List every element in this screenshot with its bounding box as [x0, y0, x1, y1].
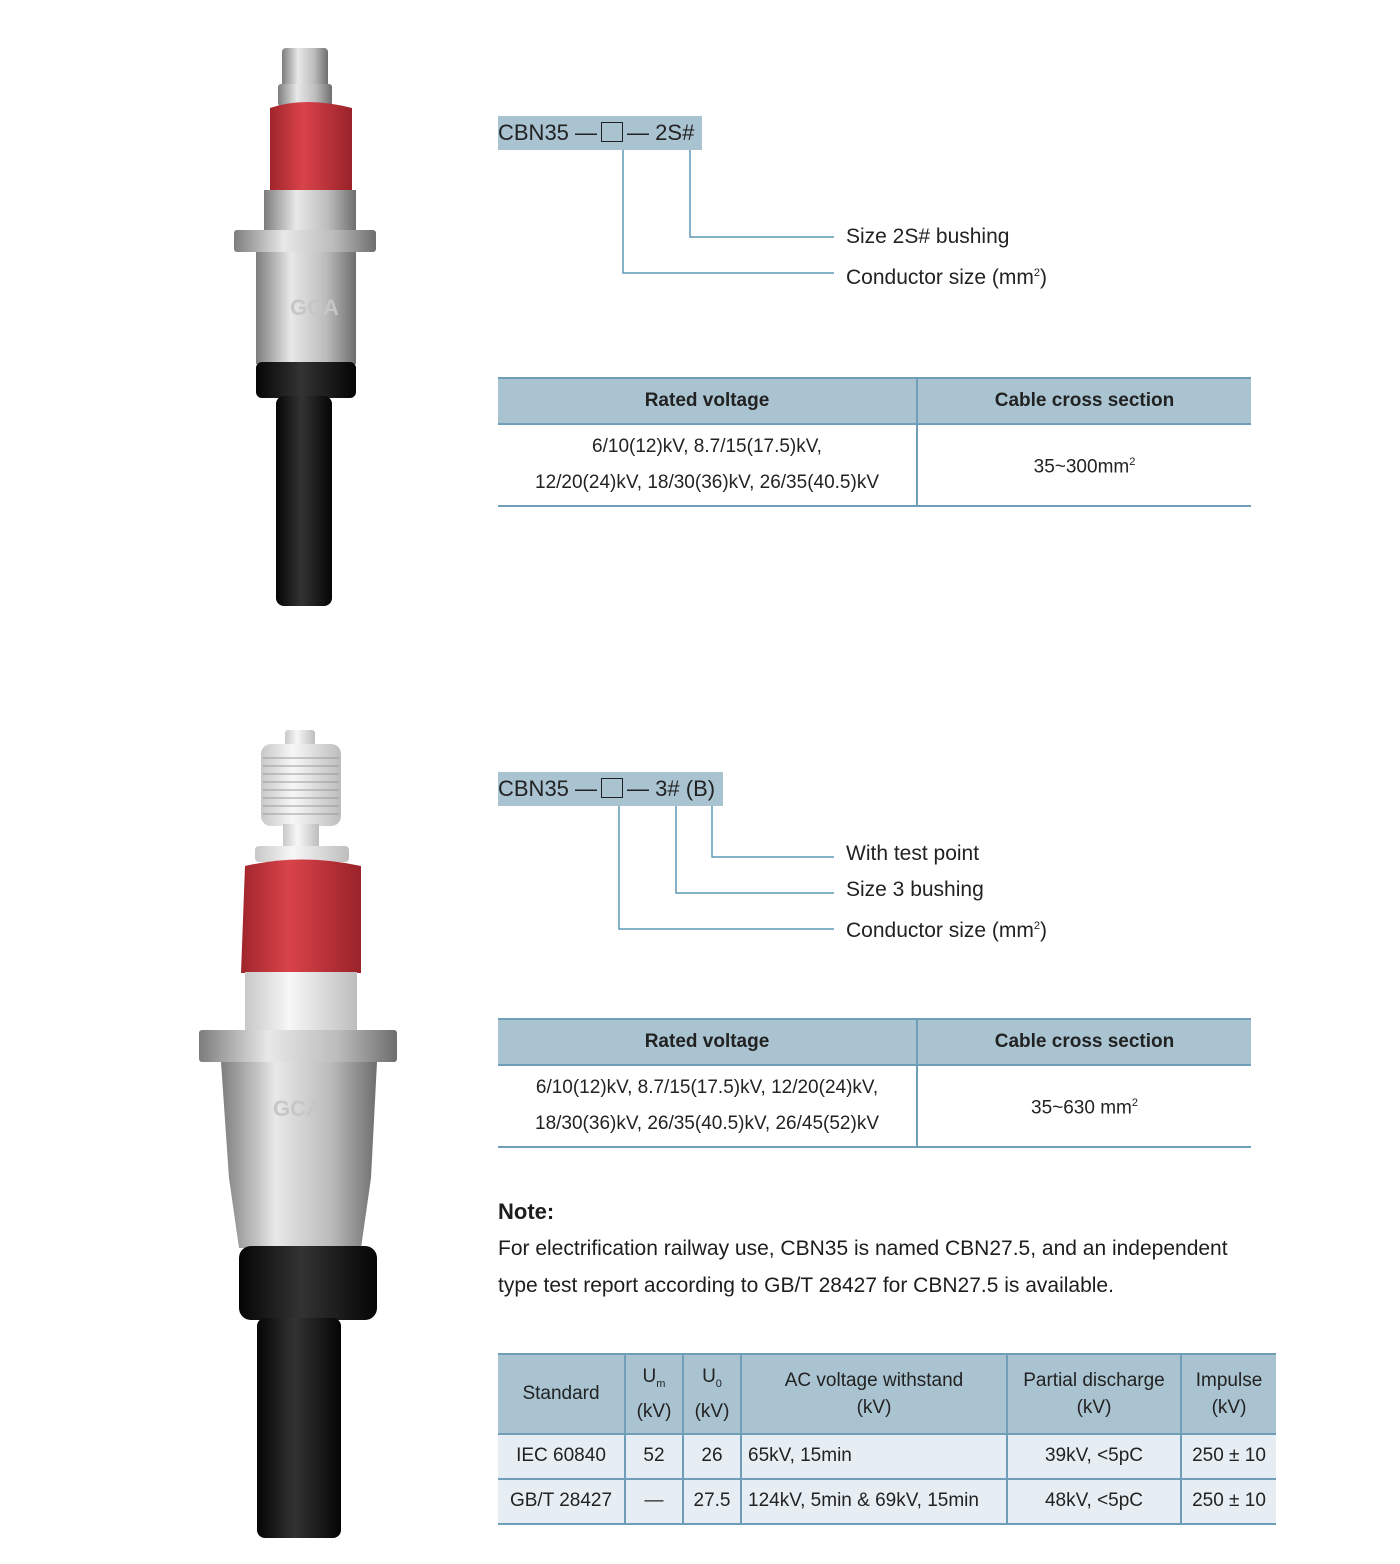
header-rated-voltage: Rated voltage: [498, 1019, 917, 1065]
header-cable-cross-section: Cable cross section: [917, 1019, 1251, 1065]
bushing-product-image-2: [195, 728, 405, 1543]
header-um: $U_m$ (kV): [625, 1354, 683, 1434]
rated-voltage-cell: 6/10(12)kV, 8.7/15(17.5)kV, 12/20(24)kV, 18/30(36)kV, 26/35(40.5)kV, 26/45(52)kV: [498, 1065, 917, 1147]
cell-ac: 124kV, 5min & 69kV, 15min: [741, 1479, 1007, 1524]
cell-u0: 26: [683, 1434, 741, 1479]
header-cable-cross-section: Cable cross section: [917, 378, 1251, 424]
cell-standard: IEC 60840: [498, 1434, 625, 1479]
standards-table: [498, 1353, 1276, 1525]
model-code-suffix: — 3# (B): [627, 776, 716, 801]
table-row: [498, 1434, 1276, 1479]
model-code-1: [498, 116, 702, 150]
conductor-size-placeholder-box: [601, 122, 623, 142]
rated-voltage-cell: 6/10(12)kV, 8.7/15(17.5)kV, 12/20(24)kV, 18/30(36)kV, 26/35(40.5)kV: [498, 424, 917, 506]
cell-impulse: 250 ± 10: [1181, 1434, 1276, 1479]
note-text: For electrification railway use, CBN35 is named CBN27.5, and an independent type test report according to GB/T 28427 for CBN27.5 is available.: [498, 1237, 1228, 1297]
cell-standard: GB/T 28427: [498, 1479, 625, 1524]
callout-test-point: With test point: [846, 842, 980, 865]
header-partial-discharge: Partial discharge (kV): [1007, 1354, 1181, 1434]
model-code-prefix: CBN35 —: [498, 120, 598, 145]
callout-conductor-size: Conductor size $(mm^2)$: [846, 266, 1048, 289]
model-code-2: [498, 772, 723, 806]
cell-um: —: [625, 1479, 683, 1524]
table-row: [498, 1479, 1276, 1524]
cell-u0: 27.5: [683, 1479, 741, 1524]
cell-ac: 65kV, 15min: [741, 1434, 1007, 1479]
conductor-size-placeholder-box: [601, 778, 623, 798]
header-impulse: Impulse (kV): [1181, 1354, 1276, 1434]
callout-conductor-size: Conductor size $(mm^2)$: [846, 919, 1048, 942]
bushing-product-image-1: [220, 40, 390, 610]
model-code-prefix: CBN35 —: [498, 776, 598, 801]
gca-brand-mark-2: GCA: [273, 1096, 322, 1121]
spec-table-1: [498, 377, 1251, 507]
model-code-suffix: — 2S#: [627, 120, 695, 145]
callout-bushing-size: Size 3 bushing: [846, 878, 984, 901]
cell-impulse: 250 ± 10: [1181, 1479, 1276, 1524]
cell-pd: 48kV, <5pC: [1007, 1479, 1181, 1524]
cross-section-cell: 35~630 $mm^2$: [917, 1065, 1251, 1147]
header-rated-voltage: Rated voltage: [498, 378, 917, 424]
cross-section-cell: $35\sim 300mm^2$: [917, 424, 1251, 506]
header-standard: Standard: [498, 1354, 625, 1434]
note-title: Note:: [498, 1199, 555, 1224]
gca-brand-mark: GCA: [290, 295, 339, 320]
cell-pd: 39kV, <5pC: [1007, 1434, 1181, 1479]
header-ac-withstand: AC voltage withstand (kV): [741, 1354, 1007, 1434]
callout-bushing-size: Size 2S# bushing: [846, 225, 1010, 248]
cell-um: 52: [625, 1434, 683, 1479]
header-u0: $U_0$ (kV): [683, 1354, 741, 1434]
spec-table-2: [498, 1018, 1251, 1148]
